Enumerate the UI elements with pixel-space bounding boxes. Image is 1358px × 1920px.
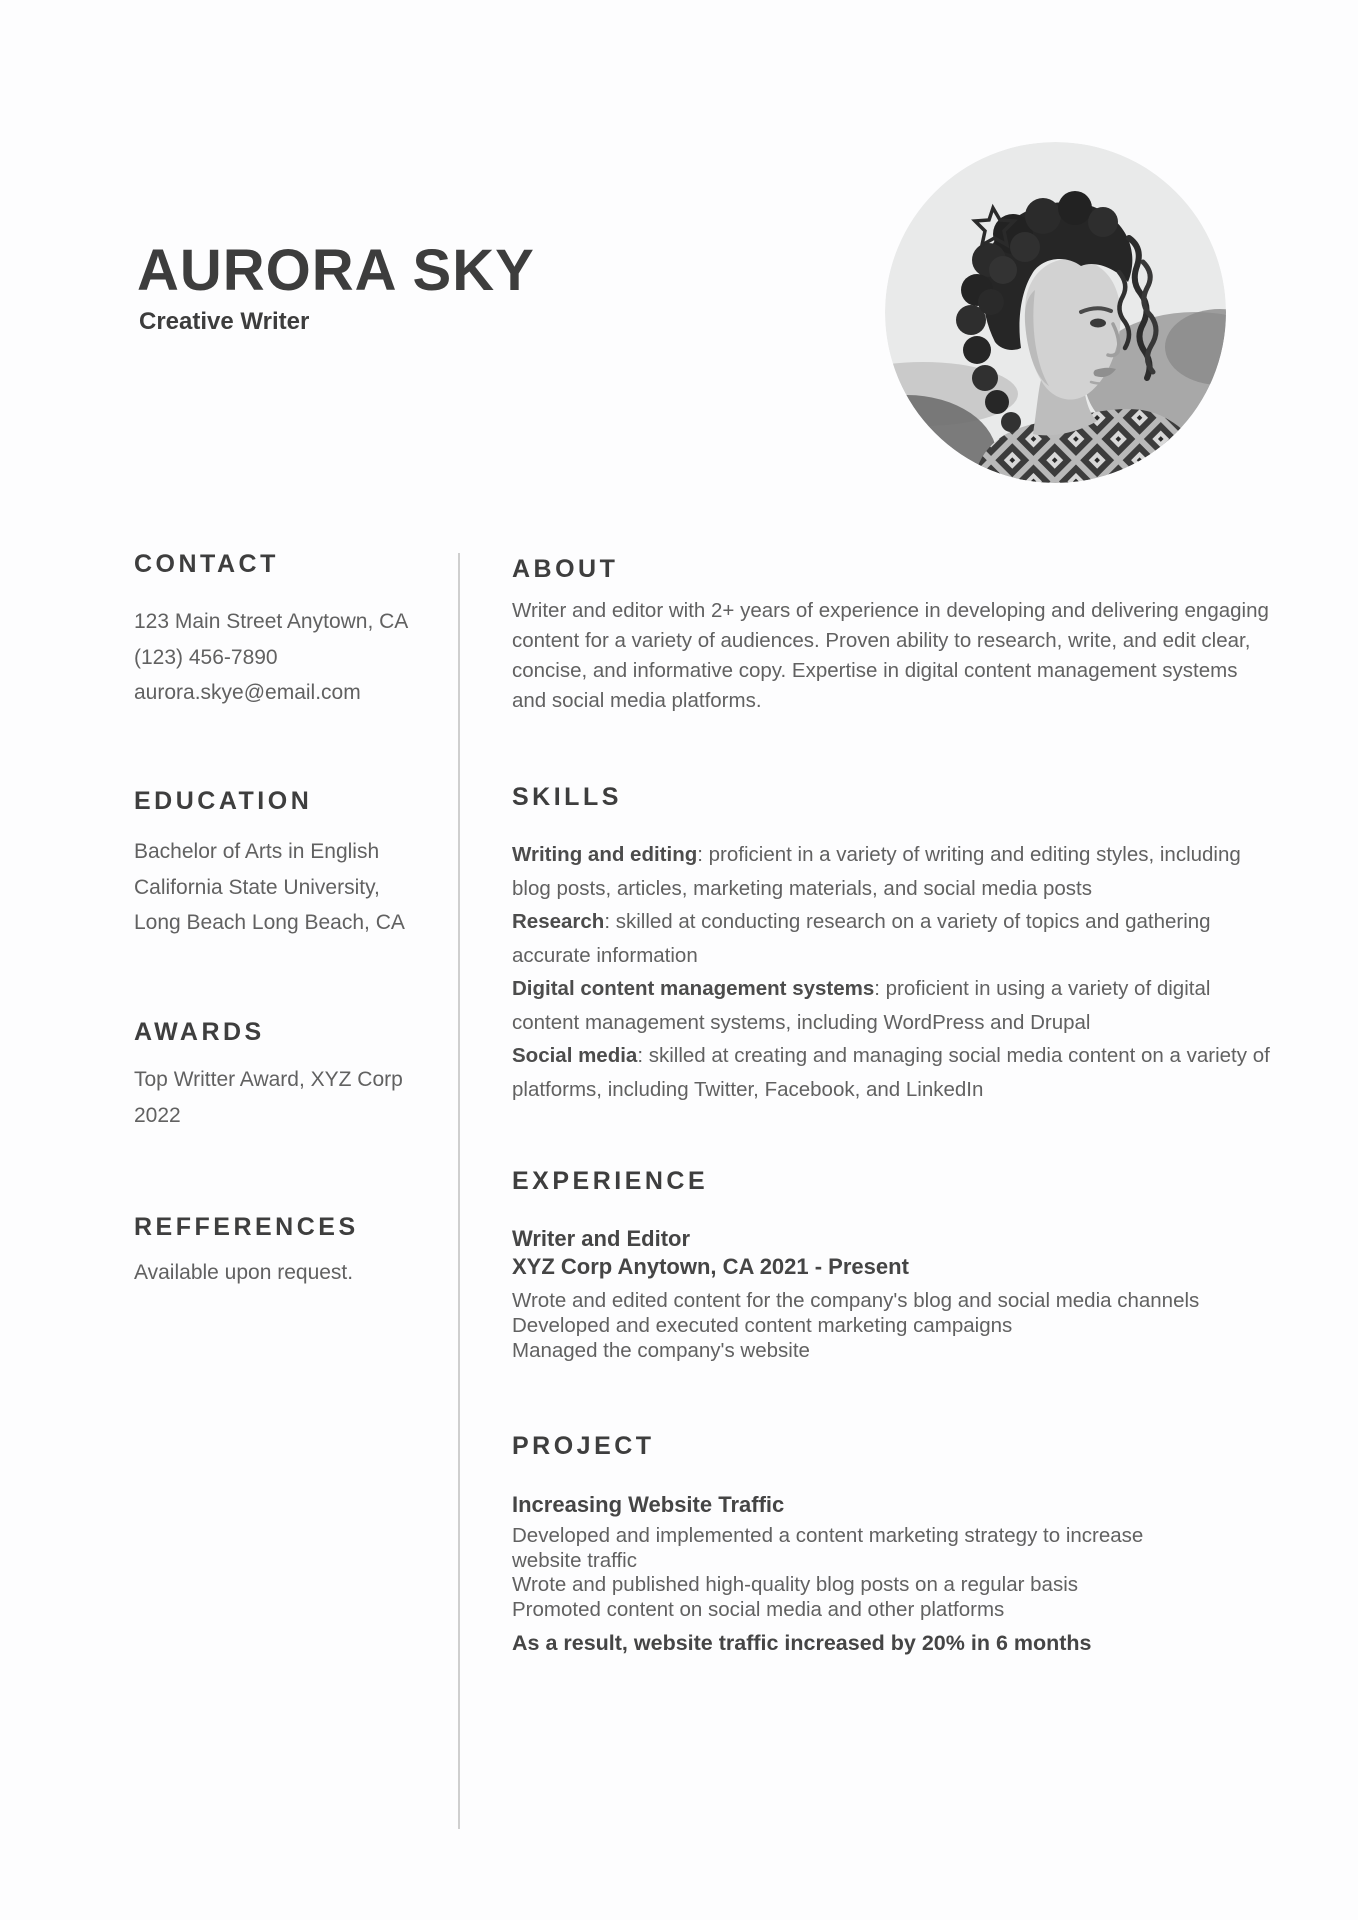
- awards-section: [134, 1062, 436, 1133]
- awards-heading: AWARDS: [134, 1018, 265, 1046]
- contact-phone: (123) 456-7890: [134, 645, 278, 669]
- education-heading: EDUCATION: [134, 787, 313, 815]
- project-bullet: Promoted content on social media and other platforms: [512, 1597, 1005, 1621]
- skill-label: Research: [512, 910, 605, 933]
- contact-address: 123 Main Street Anytown, CA: [134, 610, 409, 633]
- experience-bullet: Managed the company's website: [512, 1339, 810, 1362]
- refferences-note: Available upon request.: [134, 1261, 354, 1284]
- project-bullet: Developed and implemented a content marketing strategy to increase website traffic: [512, 1524, 1144, 1572]
- experience-bullet: Wrote and edited content for the company's blog and social media channels: [512, 1289, 1200, 1312]
- skill-text: : proficient in a variety of writing and editing styles, including blog posts, articles, marketing materials, and social media posts: [512, 843, 1241, 900]
- experience-bullet: Developed and executed content marketing campaigns: [512, 1314, 1013, 1337]
- skill-item: [512, 972, 1272, 1039]
- experience-heading: EXPERIENCE: [512, 1167, 709, 1195]
- refferences-section: [134, 1255, 436, 1291]
- education-school: California State University,: [134, 875, 380, 899]
- page-title: AURORA SKY: [137, 238, 535, 303]
- award-name: Top Writter Award, XYZ Corp: [134, 1068, 403, 1091]
- project-bullet: Wrote and published high-quality blog posts on a regular basis: [512, 1573, 1079, 1596]
- skill-label: Social media: [512, 1044, 638, 1067]
- skill-item: [512, 1039, 1272, 1106]
- about-heading: ABOUT: [512, 555, 619, 583]
- experience-bullets: [512, 1288, 1272, 1363]
- project-bullets: [512, 1524, 1212, 1622]
- contact-email: aurora.skye@email.com: [134, 681, 361, 704]
- award-year: 2022: [134, 1103, 181, 1127]
- skill-text: : skilled at creating and managing social media content on a variety of platforms, including Twitter, Facebook, and LinkedIn: [512, 1044, 1270, 1101]
- project-result: As a result, website traffic increased by 20% in 6 months: [512, 1631, 1092, 1655]
- refferences-heading: REFFERENCES: [134, 1213, 359, 1241]
- job-meta: XYZ Corp Anytown, CA 2021 - Present: [512, 1253, 909, 1279]
- skill-text: : proficient in using a variety of digital content management systems, including WordPress and Drupal: [512, 977, 1211, 1034]
- project-heading: PROJECT: [512, 1432, 655, 1460]
- job-subtitle: Creative Writer: [139, 308, 310, 335]
- about-paragraph: Writer and editor with 2+ years of experience in developing and delivering engaging content for a variety of audiences. Proven ability to research, write, and edit clear, concise, and informative copy. Expertise in digital content management systems and social media platforms.: [512, 599, 1269, 712]
- contact-section: [134, 604, 436, 711]
- contact-heading: CONTACT: [134, 550, 279, 578]
- skill-label: Writing and editing: [512, 843, 698, 866]
- column-divider: [458, 553, 460, 1829]
- job-title: Writer and Editor: [512, 1226, 691, 1251]
- experience-job: [512, 1225, 1272, 1280]
- education-degree: Bachelor of Arts in English: [134, 840, 380, 863]
- portrait-illustration: [885, 142, 1226, 483]
- skill-item: [512, 905, 1272, 972]
- skill-text: : skilled at conducting research on a variety of topics and gathering accurate information: [512, 910, 1211, 967]
- education-location: Long Beach Long Beach, CA: [134, 911, 405, 934]
- project-title: Increasing Website Traffic: [512, 1492, 785, 1517]
- skills-section: [512, 838, 1272, 1106]
- skill-item: [512, 838, 1272, 905]
- education-section: [134, 834, 436, 941]
- profile-photo: [885, 142, 1226, 483]
- skills-heading: SKILLS: [512, 783, 622, 811]
- skill-label: Digital content management systems: [512, 977, 875, 1000]
